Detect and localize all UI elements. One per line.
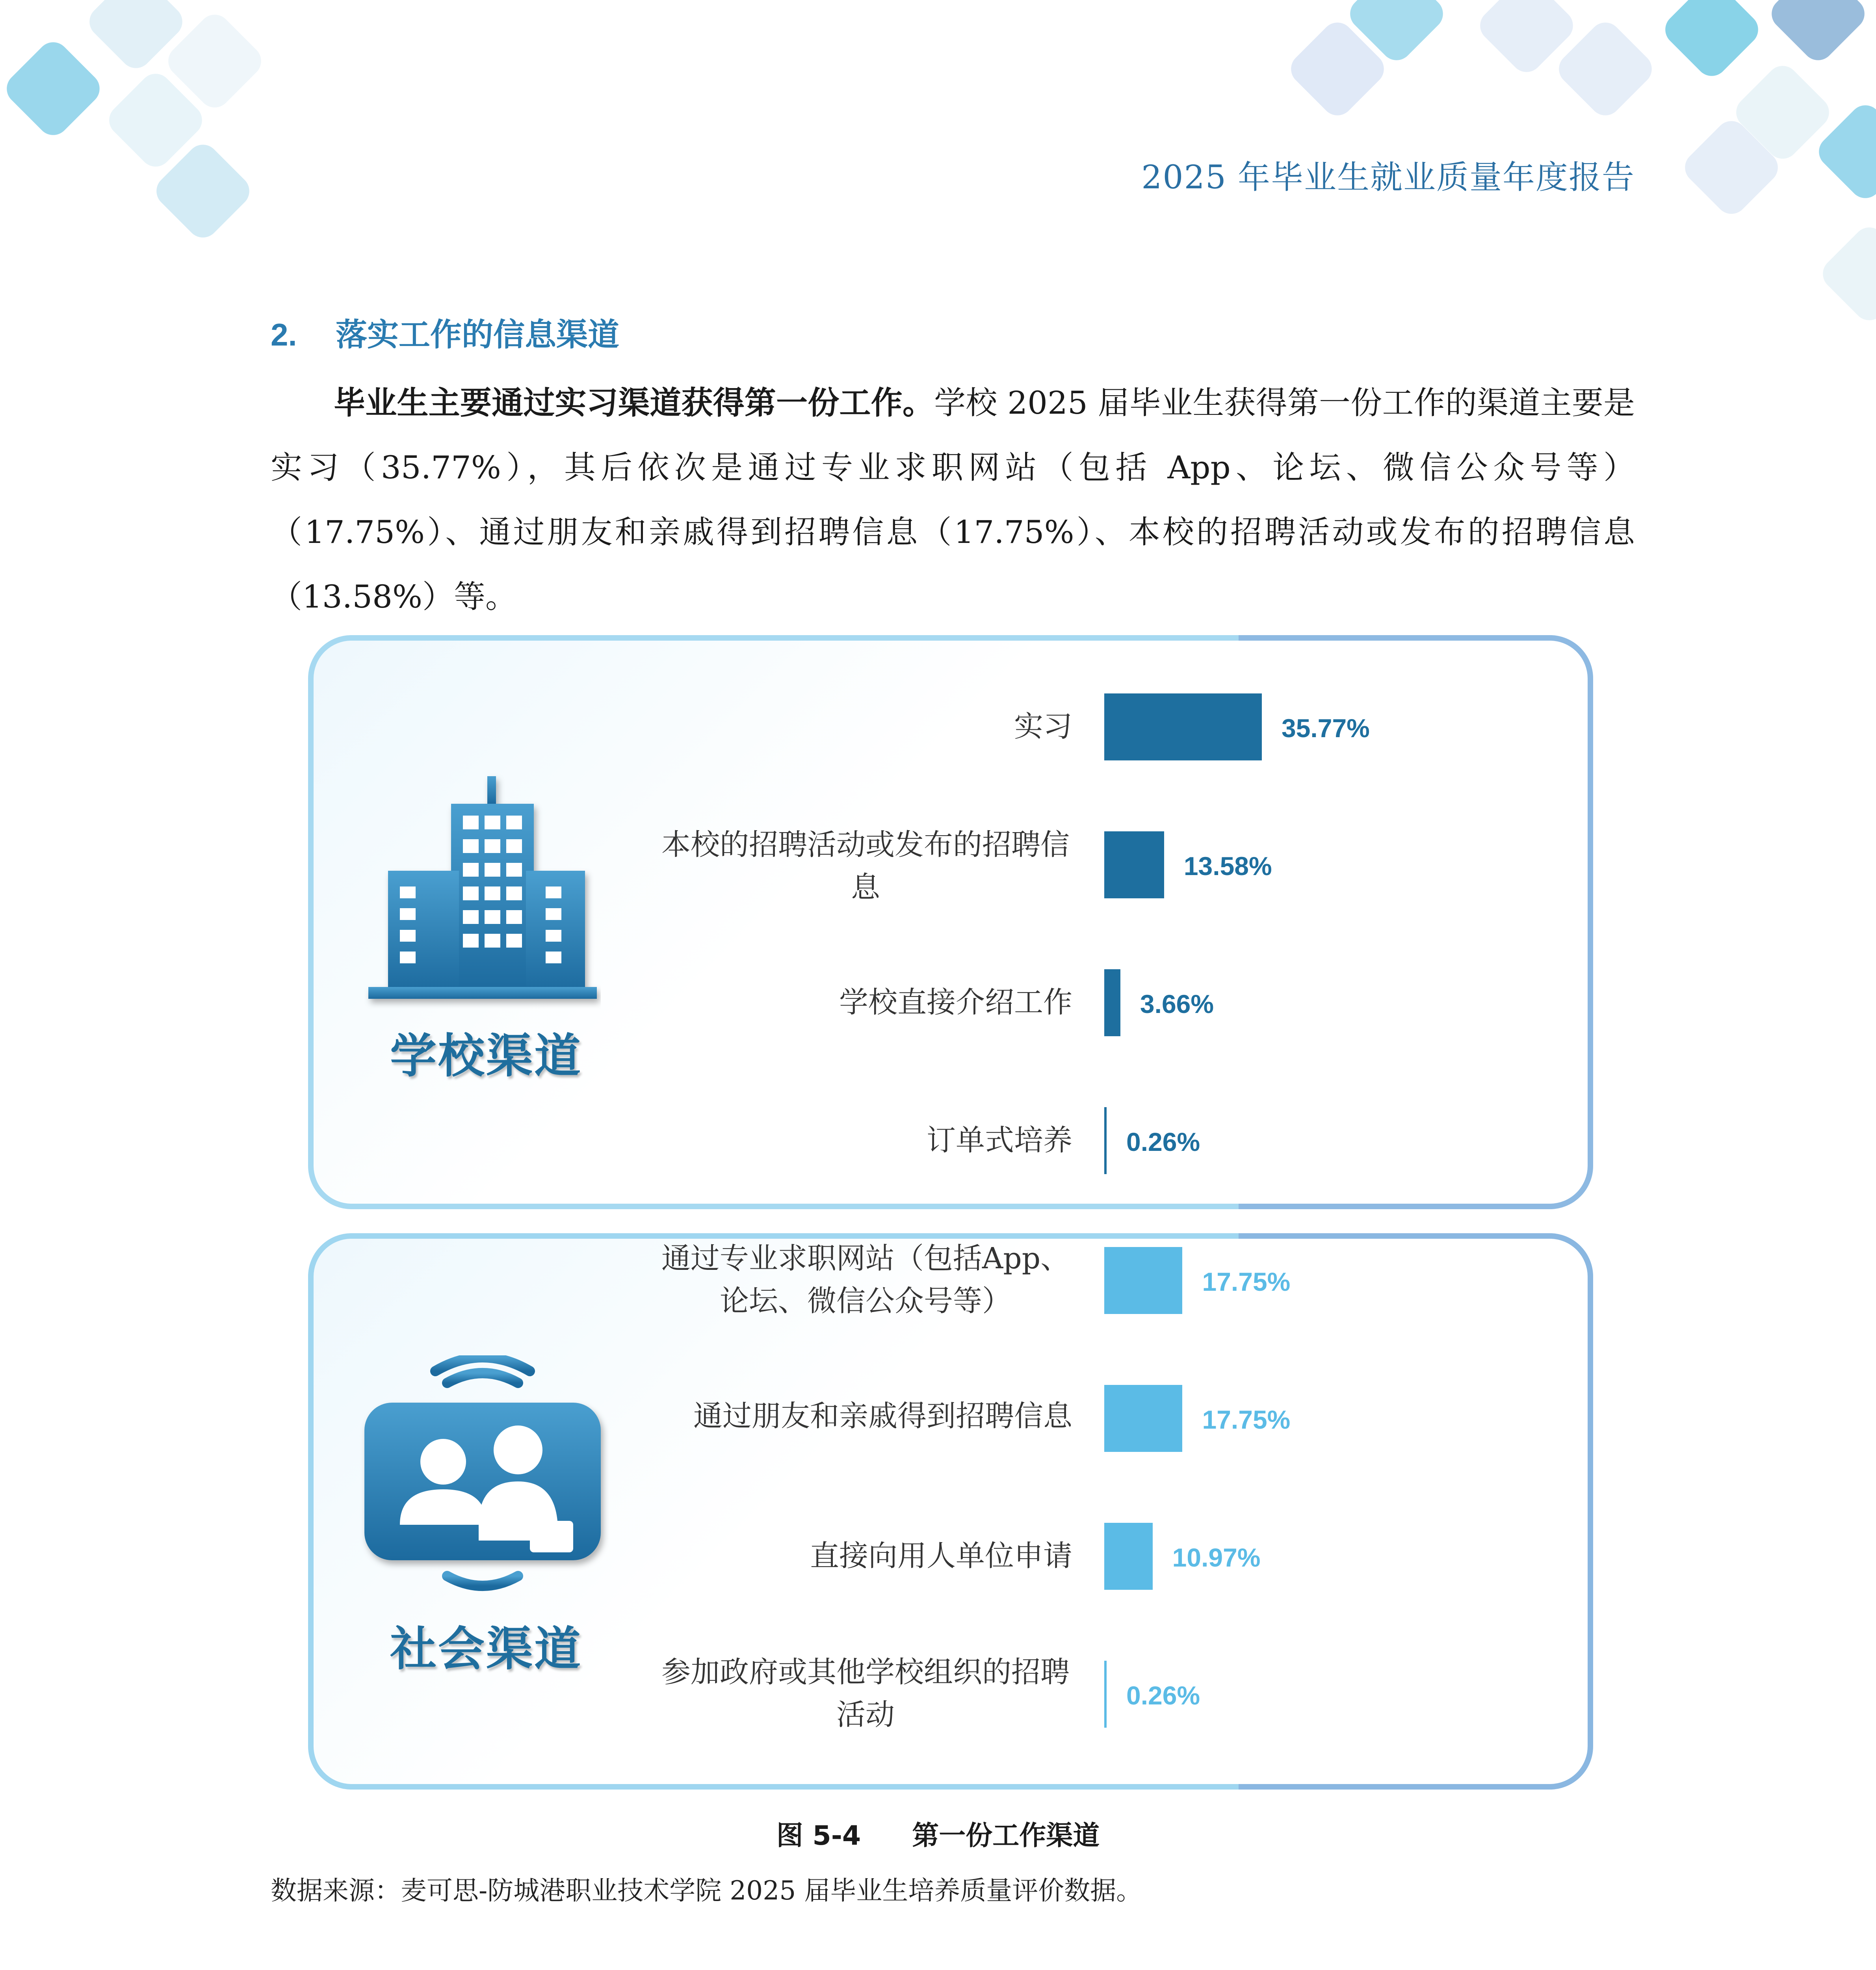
paragraph-body: 学校 2025 届毕业生获得第一份工作的渠道主要是实习（35.77%），其后依次是通过专业求职网站（包括 App、论坛、微信公众号等）（17.75%）、通过朋友和亲戚得到招聘信息（17.75%）、本校的招聘活动或发布的招聘信息（13.58%）等。 xyxy=(271,385,1635,615)
section-number: 2. xyxy=(271,317,297,352)
bar-label: 本校的招聘活动或发布的招聘信息 xyxy=(661,828,1070,904)
figure-title: 第一份工作渠道 xyxy=(912,1820,1100,1851)
bar xyxy=(1104,1247,1182,1314)
bar-value-label: 3.66% xyxy=(1140,989,1214,1018)
bar-label: 直接向用人单位申请 xyxy=(810,1539,1072,1573)
section-heading xyxy=(271,309,619,355)
bar-label: 通过朋友和亲戚得到招聘信息 xyxy=(693,1399,1072,1433)
bar xyxy=(1104,969,1120,1036)
section-title: 落实工作的信息渠道 xyxy=(336,316,619,353)
social-channel-caption: 社会渠道 xyxy=(390,1621,583,1676)
bar-value-label: 17.75% xyxy=(1202,1267,1291,1296)
figure-number: 图 5-4 xyxy=(776,1820,861,1851)
bar xyxy=(1104,693,1262,760)
office-building-icon xyxy=(364,772,601,1010)
bar-value-label: 17.75% xyxy=(1202,1405,1291,1434)
bar xyxy=(1104,831,1164,898)
bar-label: 参加政府或其他学校组织的招聘活动 xyxy=(661,1655,1070,1732)
bar-label: 学校直接介绍工作 xyxy=(839,985,1072,1019)
bar-value-label: 10.97% xyxy=(1172,1543,1261,1572)
paragraph-lead: 毕业生主要通过实习渠道获得第一份工作。 xyxy=(334,384,934,421)
body-paragraph xyxy=(271,370,1635,629)
bar-label: 订单式培养 xyxy=(927,1123,1072,1157)
bar xyxy=(1104,1107,1107,1174)
bar xyxy=(1104,1523,1153,1590)
figure-caption xyxy=(0,1814,1876,1853)
bar xyxy=(1104,1661,1107,1728)
bar-value-label: 0.26% xyxy=(1126,1127,1200,1156)
bar-label: 通过专业求职网站（包括App、论坛、微信公众号等） xyxy=(661,1241,1070,1318)
bar xyxy=(1104,1385,1182,1452)
source-note: 数据来源：麦可思-防城港职业技术学院 2025 届毕业生培养质量评价数据。 xyxy=(271,1875,1142,1906)
bar-value-label: 13.58% xyxy=(1183,851,1272,881)
video-call-people-icon xyxy=(357,1355,609,1609)
bar-value-label: 0.26% xyxy=(1126,1681,1200,1710)
school-channel-caption: 学校渠道 xyxy=(390,1028,583,1083)
bar-label: 实习 xyxy=(1014,710,1072,743)
running-header: 2025 年毕业生就业质量年度报告 xyxy=(1141,159,1635,196)
bar-value-label: 35.77% xyxy=(1282,714,1370,743)
